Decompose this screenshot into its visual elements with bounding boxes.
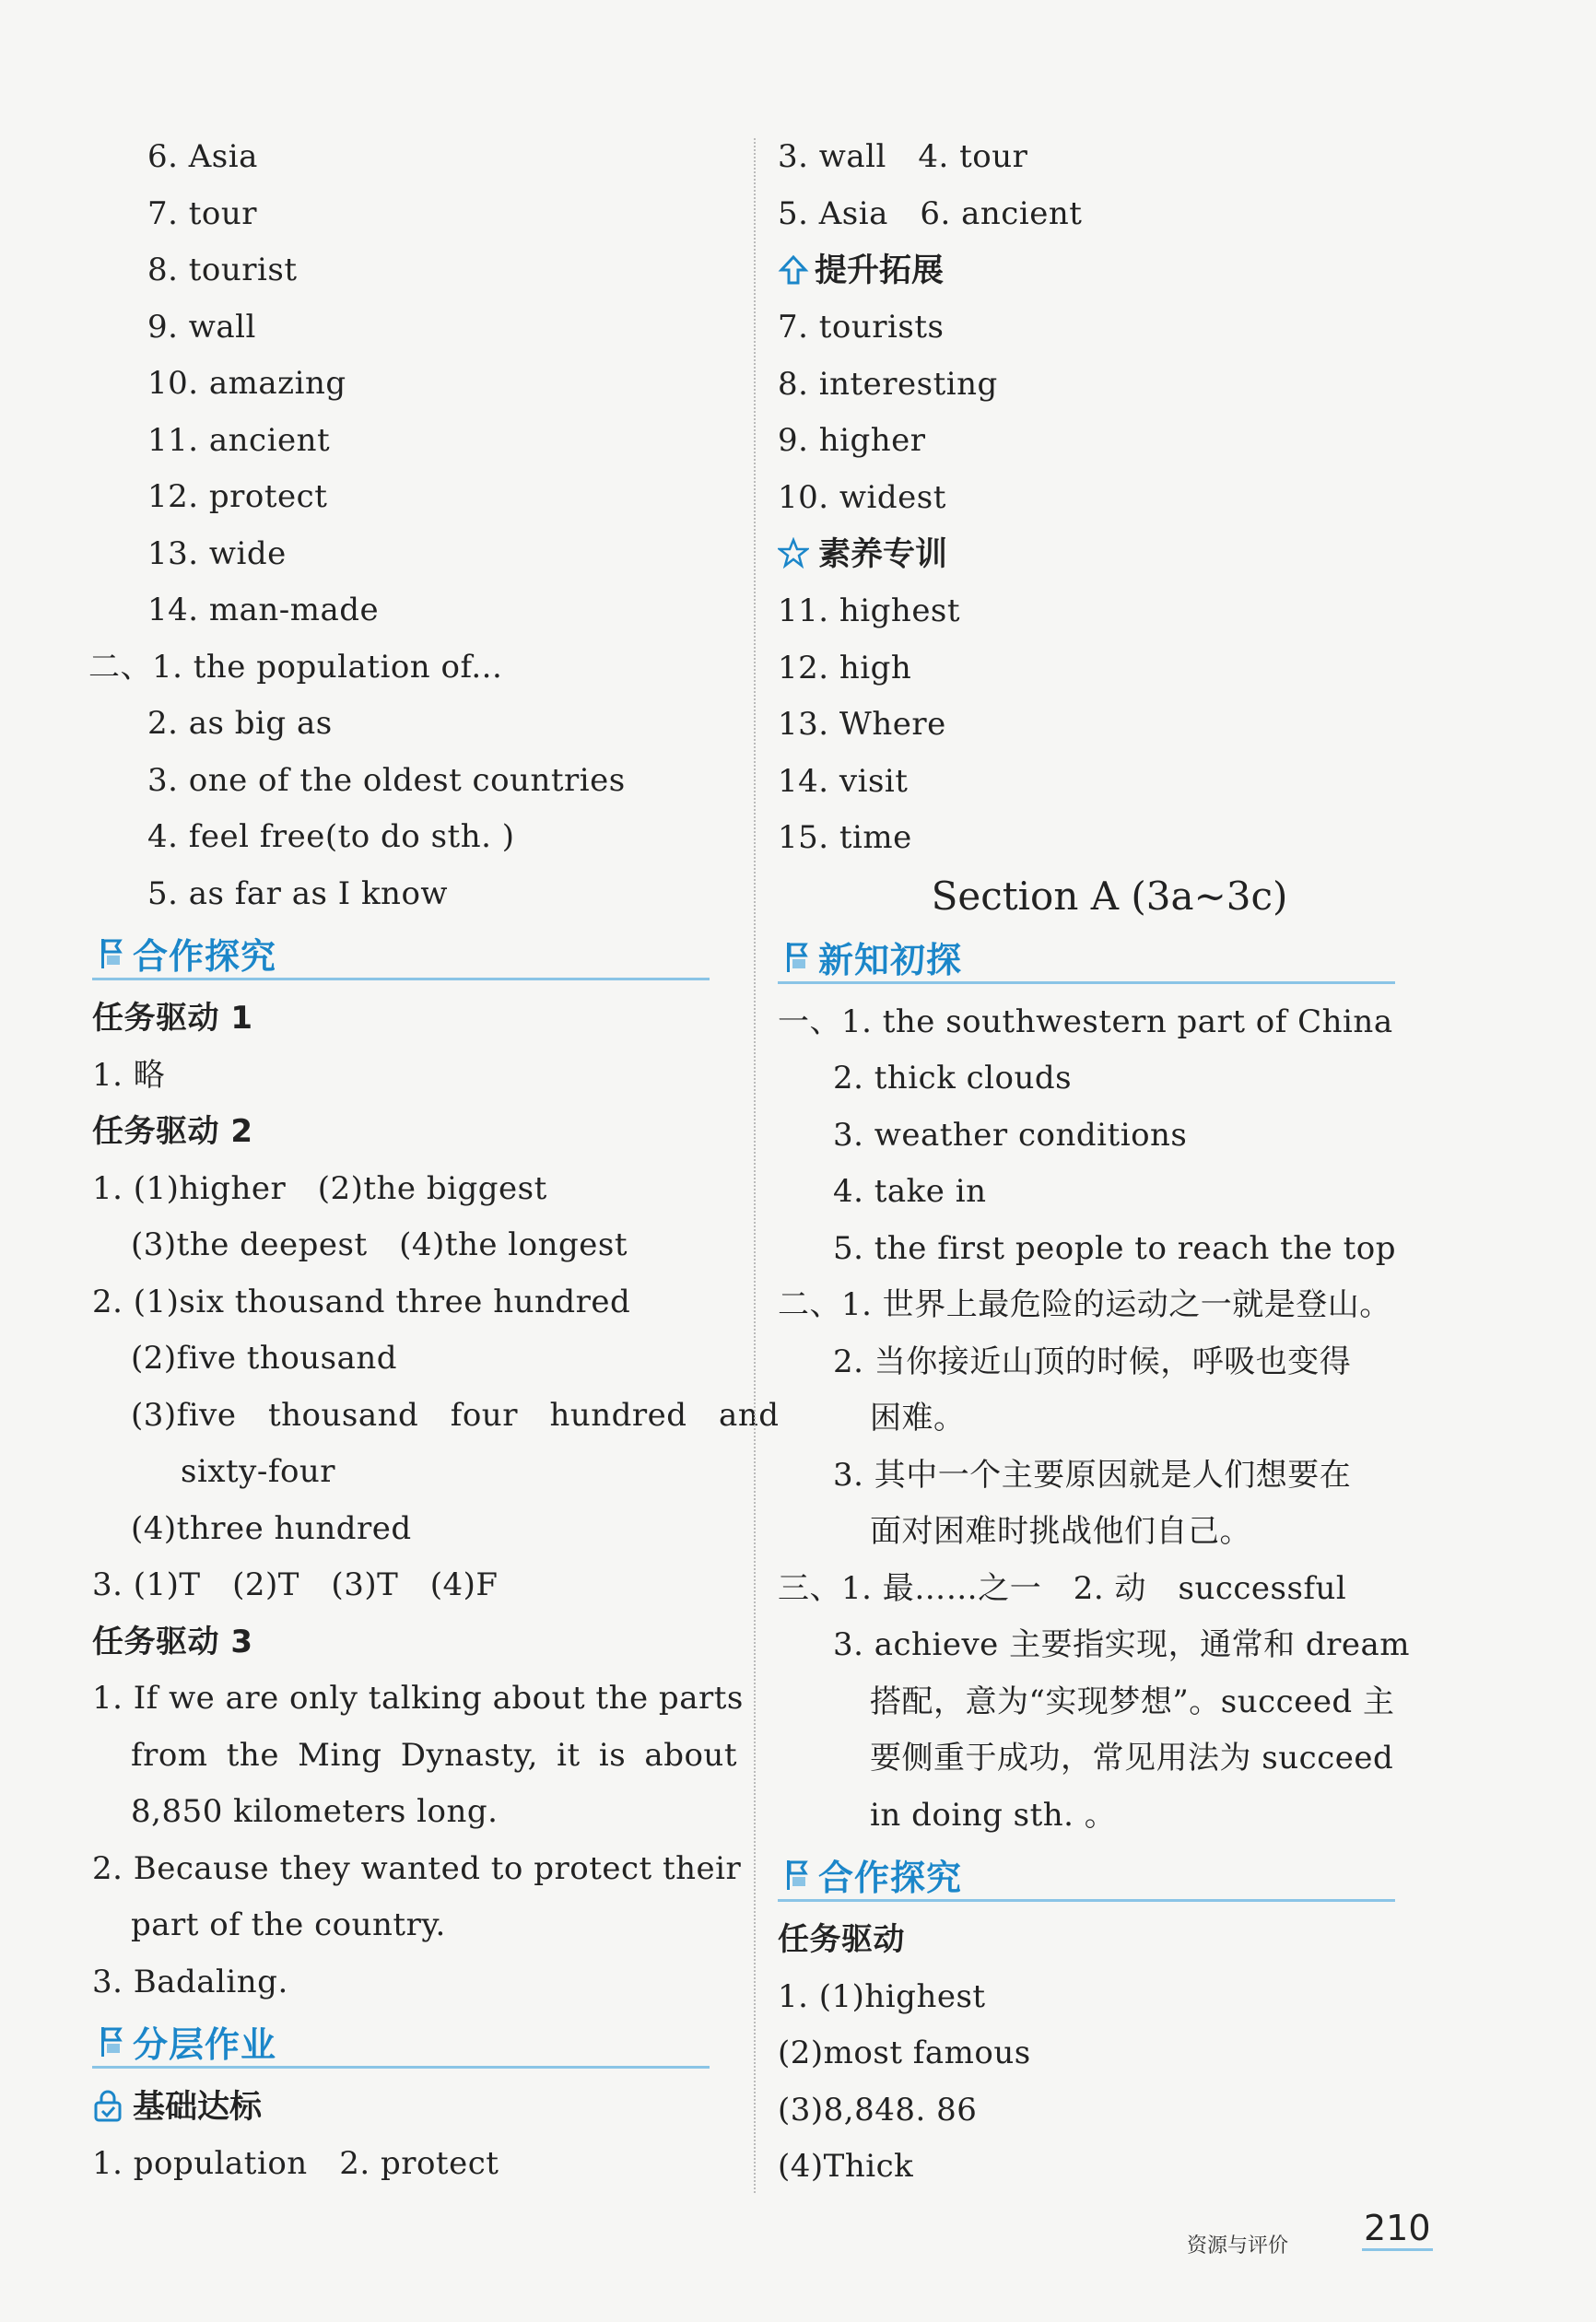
answer-line: 12. high [778,649,912,686]
answer-line: 11. highest [778,592,961,629]
answer-line: 3. achieve 主要指实现，通常和 dream [833,1626,1411,1663]
answer-line: 困难。 [870,1400,966,1437]
answer-line: 13. Where [778,706,946,743]
answer-line: 5. Asia 6. ancient [778,194,1083,232]
task-title: 任务驱动 [778,1921,905,1958]
answer-line: 3. weather conditions [833,1116,1188,1154]
answer-line: sixty-four [181,1453,336,1490]
answer-line: 3. 其中一个主要原因就是人们想要在 [833,1456,1352,1494]
answer-line: (3)five thousand four hundred and [131,1396,780,1434]
answer-line: 1. If we are only talking about the parts [92,1680,744,1717]
flag-icon [781,939,813,976]
flag-icon [781,1857,813,1894]
answer-line: from the Ming Dynasty, it is about [131,1736,737,1774]
answer-line: 1. population 2. protect [92,2145,499,2182]
answer-line: 三、1. 最……之一 2. 动 successful [778,1569,1347,1607]
answer-line: 3. wall 4. tour [778,138,1028,175]
answer-line: 4. take in [833,1173,987,1210]
answer-line: 8. interesting [778,365,998,403]
answer-line: 二、1. 世界上最危险的运动之一就是登山。 [778,1286,1391,1323]
answer-line: (2)five thousand [131,1340,398,1377]
answer-line: in doing sth. 。 [870,1796,1117,1834]
flag-icon [96,935,127,972]
answer-line: 搭配，意为“实现梦想”。succeed 主 [870,1683,1395,1720]
vocab-item: 9. wall [147,308,256,346]
task-title: 任务驱动 2 [92,1113,253,1150]
star-icon [778,537,809,570]
answer-line: 10. widest [778,478,946,516]
subheading-literacy [778,526,1441,583]
flag-icon [96,2023,127,2060]
answer-line: 2. 当你接近山顶的时候，呼吸也变得 [833,1343,1352,1380]
answer-line: 5. the first people to reach the top [833,1229,1397,1267]
answer-line: (2)most famous [778,2035,1031,2071]
answer-line: 2. (1)six thousand three hundred [92,1283,631,1320]
answer-line: 2. Because they wanted to protect their [92,1849,742,1887]
answer-line: (3)the deepest (4)the longest [131,1226,628,1263]
section-title: 合作探究 [133,936,277,977]
section-title: 分层作业 [133,2024,277,2065]
phrase-item: 3. one of the oldest countries [147,761,626,799]
phrase-item: 5. as far as I know [147,874,449,912]
subheading-basic [92,2079,737,2136]
vocab-item: 7. tour [147,194,258,232]
section-heading-cooperate [92,926,737,985]
section-heading-new [778,930,1441,989]
section-rule [778,981,1395,984]
answer-line: (4)Thick [778,2148,914,2185]
phrase-item: 2. as big as [147,705,333,742]
section-heading-cooperate-right [778,1847,1441,1906]
section-title: 新知初探 [818,939,963,980]
vocab-item: 13. wide [147,534,287,572]
answer-line: 15. time [778,819,912,856]
subheading-label: 素养专训 [818,536,948,573]
footer-label: 资源与评价 [1187,2234,1289,2258]
answer-line: 一、1. the southwestern part of China [778,1003,1393,1040]
phrase-item: 二、1. the population of... [88,648,503,686]
answer-line: 14. visit [778,762,909,800]
vocab-item: 6. Asia [147,138,258,175]
answer-line: part of the country. [131,1906,446,1943]
task-title: 任务驱动 3 [92,1623,253,1660]
vocab-item: 11. ancient [147,421,331,459]
answer-line: 8,850 kilometers long. [131,1793,499,1830]
lock-check-icon [92,2090,123,2123]
section-rule [92,978,710,980]
subheading-label: 基础达标 [133,2089,263,2126]
vocab-item: 14. man-made [147,592,380,628]
column-divider [754,138,756,2193]
answer-line: 1. (1)higher (2)the biggest [92,1169,547,1207]
section-title: 合作探究 [818,1858,963,1898]
right-column [778,129,1441,2196]
answer-line: (3)8,848. 86 [778,2091,978,2128]
answer-line: 2. thick clouds [833,1060,1073,1096]
page-number: 210 [1362,2208,1433,2251]
answer-line: 7. tourists [778,309,945,346]
vocab-item: 10. amazing [147,365,346,402]
section-a-title: Section A (3a~3c) [931,873,1288,919]
answer-line: 3. Badaling. [92,1963,288,2000]
subheading-label: 提升拓展 [815,252,945,289]
answer-line: 要侧重于成功，常见用法为 succeed [870,1740,1394,1777]
vocab-item: 8. tourist [147,252,298,288]
phrase-item: 4. feel free(to do sth. ) [147,818,515,855]
answer-line: 9. higher [778,422,926,459]
answer-line: 3. (1)T (2)T (3)T (4)F [92,1566,499,1603]
answer-line: 1. 略 [92,1056,166,1094]
section-rule [92,2066,710,2069]
arrow-up-icon [778,253,809,287]
answer-line: 面对困难时挑战他们自己。 [870,1513,1251,1550]
task-title: 任务驱动 1 [92,1000,253,1037]
subheading-improve [778,242,1441,299]
answer-line: 1. (1)highest [778,1977,986,2015]
section-rule [778,1899,1395,1902]
left-column [88,129,780,2193]
section-heading-homework [92,2014,737,2073]
answer-line: (4)three hundred [131,1509,412,1547]
vocab-item: 12. protect [147,478,328,515]
